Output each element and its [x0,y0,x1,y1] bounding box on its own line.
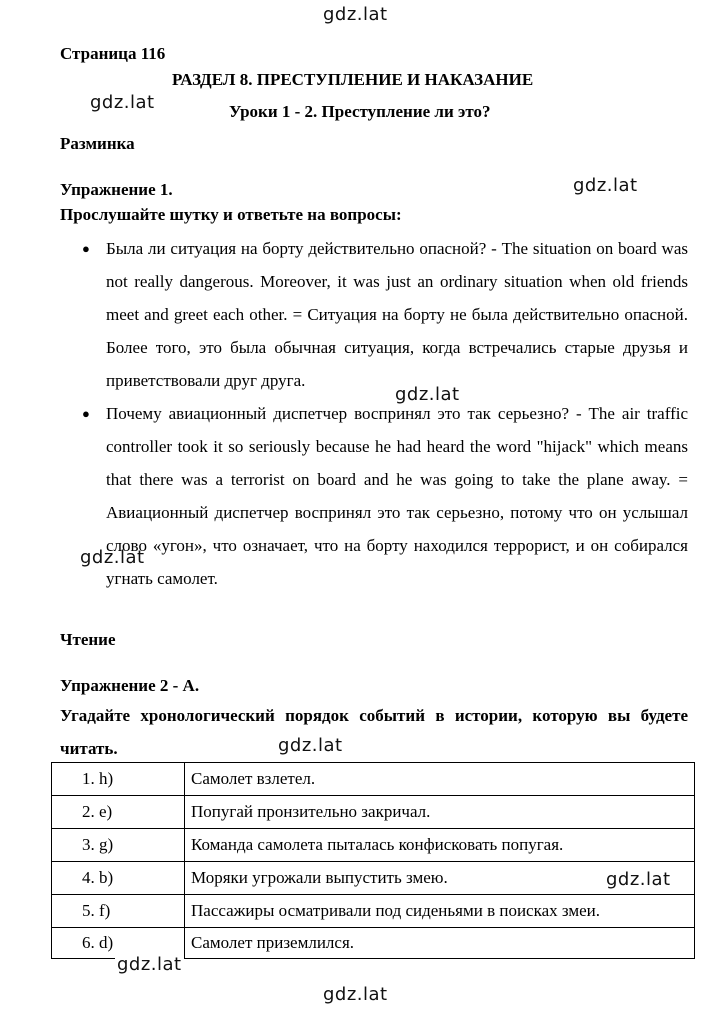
row-text: Попугай пронзительно закричал. [185,796,695,829]
row-text: Самолет взлетел. [185,763,695,796]
watermark: gdz.lat [278,735,343,756]
watermark: gdz.lat [395,384,460,405]
exercise1-heading: Упражнение 1. [60,180,173,199]
row-number: 3. g) [52,829,185,862]
section-title: РАЗДЕЛ 8. ПРЕСТУПЛЕНИЕ И НАКАЗАНИЕ [172,70,534,89]
watermark: gdz.lat [573,175,638,196]
watermark: gdz.lat [323,984,388,1005]
watermark: gdz.lat [80,547,145,568]
watermark: gdz.lat [90,92,155,113]
row-number: 2. e) [52,796,185,829]
bullet-text: Была ли ситуация на борту действительно опасной? - The situation on board was not really dangerous. Moreover, it was just an ordinary situation when old friends meet and greet each other. = Ситуация на борту не была действительно опасной. Более того, это была обычная ситуация, когда встречались старые друзья и приветствовали друг друга. [106,239,688,390]
lesson-title: Уроки 1 - 2. Преступление ли это? [229,102,491,121]
bullet-icon: ● [82,406,90,421]
list-item [78,232,688,397]
exercise2-heading: Упражнение 2 - А. [60,676,200,695]
row-number: 5. f) [52,895,185,928]
exercise1-instruction: Прослушайте шутку и ответьте на вопросы: [60,205,402,224]
row-text: Пассажиры осматривали под сиденьями в поисках змеи. [185,895,695,928]
table-row [52,763,695,796]
row-number: 1. h) [52,763,185,796]
chronology-table [51,762,695,959]
warmup-heading: Разминка [60,134,135,153]
page-label: Страница 116 [60,44,166,63]
row-text: Моряки угрожали выпустить змею. [185,862,695,895]
row-number: 6. d) [52,928,185,959]
bullet-icon: ● [82,241,90,256]
exercise2-instruction: Угадайте хронологический порядок событий в истории, которую вы будете читать. [60,706,688,758]
table-row [52,796,695,829]
table-row [52,829,695,862]
row-text: Команда самолета пыталась конфисковать попугая. [185,829,695,862]
watermark: gdz.lat [606,869,671,890]
reading-heading: Чтение [60,630,116,649]
exercise1-bullet-list [78,232,688,595]
table-row [52,862,695,895]
row-text: Самолет приземлился. [185,928,695,959]
bullet-text: Почему авиационный диспетчер воспринял это так серьезно? - The air traffic controller took it so seriously because he had heard the word "hijack" which means that there was a terrorist on board and he was going to take the plane away. = Авиационный диспетчер воспринял это так серьезно, потому что он услышал слово «угон», что означает, что на борту находился террорист, и он собирался угнать самолет. [106,404,688,588]
list-item [78,397,688,595]
watermark: gdz.lat [117,954,182,975]
row-number: 4. b) [52,862,185,895]
watermark: gdz.lat [323,4,388,25]
table-row [52,895,695,928]
